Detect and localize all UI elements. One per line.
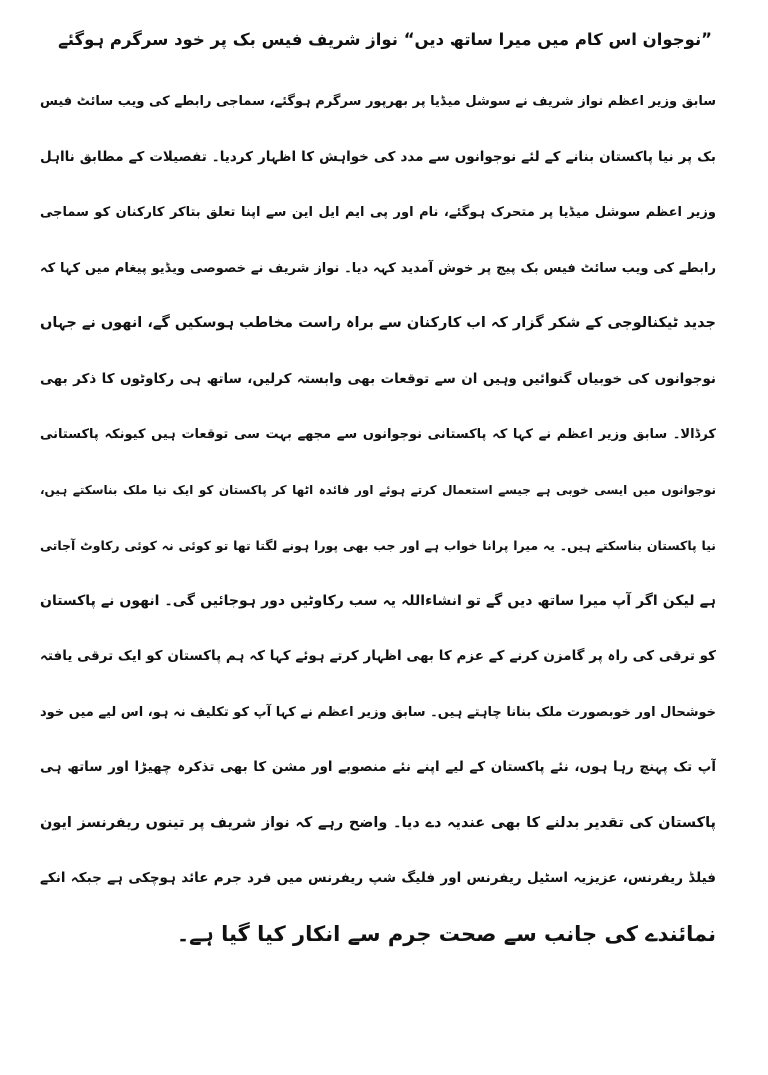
article-line: کو ترقی کی راہ پر گامزن کرنے کے عزم کا بھی اظہار کرتے ہوئے کہا کہ ہم پاکستان کو ایک ترقی یافتہ <box>40 648 716 664</box>
article-line: خوشحال اور خوبصورت ملک بنانا چاہتے ہیں۔ سابق وزیر اعظم نے کہا آپ کو تکلیف نہ ہو، اس لیے میں خود <box>40 704 716 720</box>
article-line: پاکستان کی تقدیر بدلنے کا بھی عندیہ دے دیا۔ واضح رہے کہ نواز شریف پر تینوں ریفرنسز ایون <box>40 814 716 831</box>
article-line: جدید ٹیکنالوجی کے شکر گزار کہ اب کارکنان سے براہ راست مخاطب ہوسکیں گے، انھوں نے جہاں <box>40 315 716 331</box>
article-line: فیلڈ ریفرنس، عزیزیہ اسٹیل ریفرنس اور فلیگ شپ ریفرنس میں فرد جرم عائد ہوچکی ہے جبکہ انکے <box>40 870 716 886</box>
article-line: رابطے کی ویب سائٹ فیس بک پیج پر خوش آمدید کہہ دیا۔ نواز شریف نے خصوصی ویڈیو پیغام میں کہا کہ <box>40 260 716 276</box>
article-line: ہے لیکن اگر آپ میرا ساتھ دیں گے تو انشاءاللہ یہ سب رکاوٹیں دور ہوجائیں گی۔ انھوں نے پاکستان <box>40 592 716 609</box>
article-line: کرڈالا۔ سابق وزیر اعظم نے کہا کہ پاکستانی نوجوانوں سے مجھے بہت سی توقعات ہیں کیونکہ پاکستانی <box>40 427 716 442</box>
article-line: نوجوانوں کی خوبیاں گنوائیں وہیں ان سے توقعات بھی وابستہ کرلیں، ساتھ ہی رکاوٹوں کا ذکر بھی <box>40 370 716 387</box>
article-body <box>40 74 716 962</box>
article-line: آپ تک پہنچ رہا ہوں، نئے پاکستان کے لیے اپنے نئے منصوبے اور مشن کا بھی تذکرہ چھیڑا اور ساتھ ہی <box>40 759 716 775</box>
article-line: نوجوانوں میں ایسی خوبی ہے جیسے استعمال کرتے ہوئے اور فائدہ اٹھا کر پاکستان کو ایک نیا ملک بناسکتے ہیں، <box>40 482 716 497</box>
article-line: سابق وزیر اعظم نواز شریف نے سوشل میڈیا پر بھرپور سرگرم ہوگئے، سماجی رابطے کی ویب سائٹ فیس <box>40 94 716 109</box>
article-line: نمائندے کی جانب سے صحت جرم سے انکار کیا گیا ہے۔ <box>176 921 716 946</box>
article-line: وزیر اعظم سوشل میڈیا پر متحرک ہوگئے، نام اور پی ایم ایل این سے اپنا تعلق بتاکر کارکنان کو سماجی <box>40 205 716 220</box>
article-headline: ”نوجوان اس کام میں میرا ساتھ دیں“ نواز شریف فیس بک پر خود سرگرم ہوگئے <box>58 30 712 49</box>
article-line: بک پر نیا پاکستان بنانے کے لئے نوجوانوں سے مدد کی خواہش کا اظہار کردیا۔ تفصیلات کے مطابق نااہل <box>40 148 716 165</box>
article-line: نیا پاکستان بناسکتے ہیں۔ یہ میرا پرانا خواب ہے اور جب بھی پورا ہونے لگتا تھا تو کوئی نہ کوئی رکاوٹ آجاتی <box>40 538 716 553</box>
